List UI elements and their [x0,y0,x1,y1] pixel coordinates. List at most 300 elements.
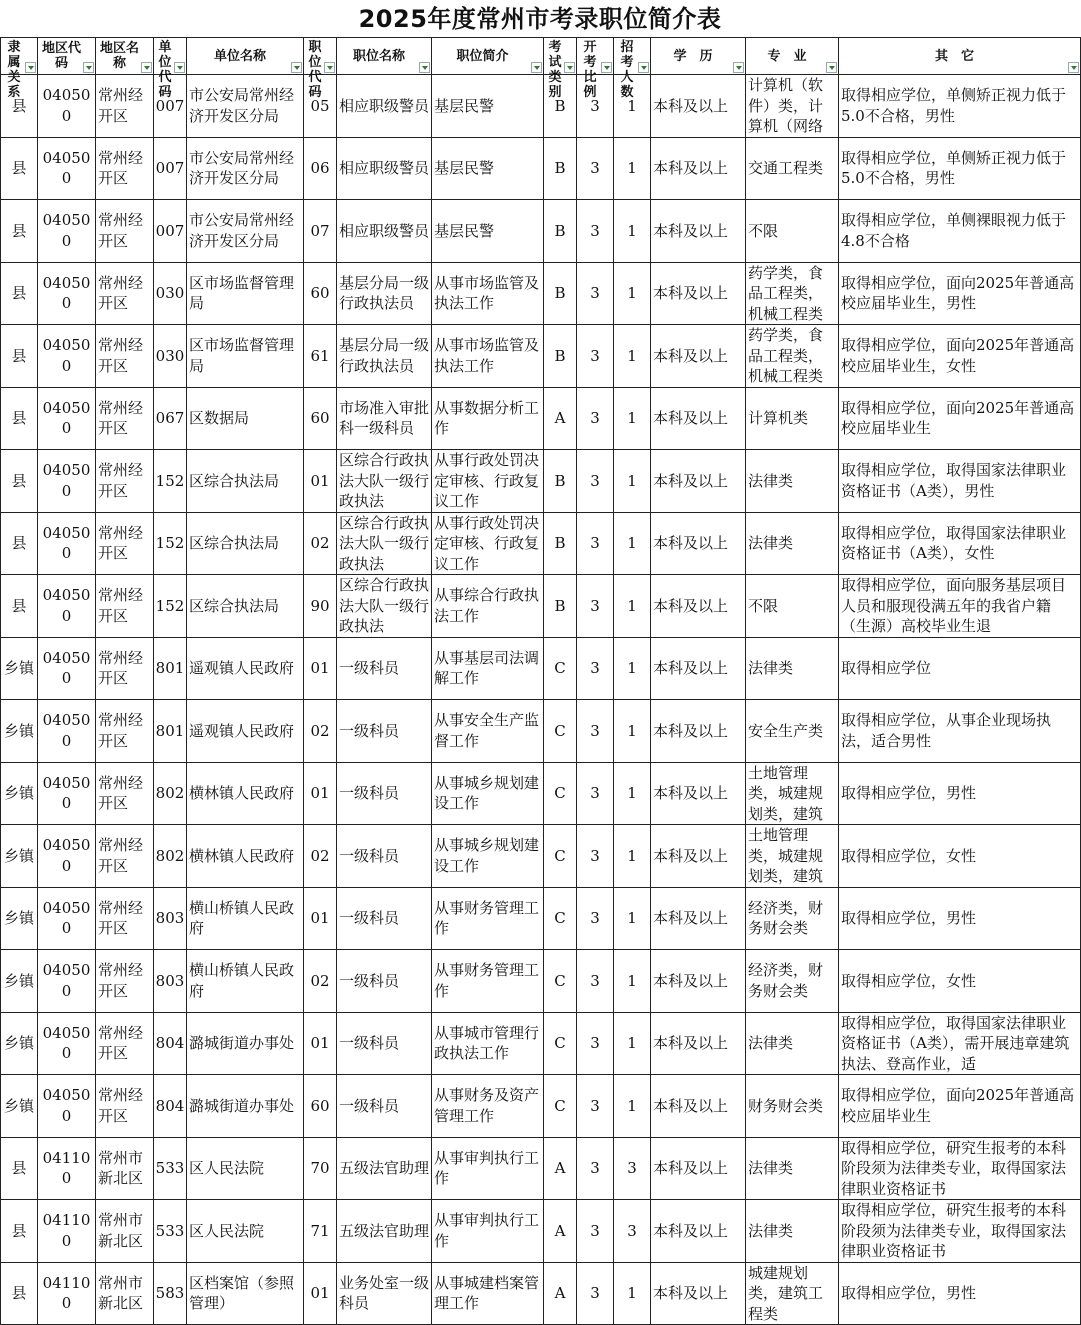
cell-text: C [554,846,566,865]
cell-hiring-count [614,575,651,638]
cell-text: 法律类 [748,534,794,552]
cell-text: 从事城建档案管理工作 [434,1273,540,1313]
cell-unit-name [187,450,304,513]
cell-position-code [304,512,337,575]
cell-text: 取得相应学位，取得国家法律职业资格证书（A类），男性 [841,461,1067,500]
cell-position-intro [432,1075,544,1138]
cell-unit-code [154,825,187,888]
cell-position-intro [432,200,544,263]
cell-text: 152 [155,534,185,552]
cell-position-code [304,387,337,450]
cell-text: 取得相应学位，女性 [841,971,977,990]
cell-text: 常州经开区 [98,461,144,500]
cell-exam-ratio [577,512,614,575]
cell-text: 取得相应学位，单侧矫正视力低于5.0不合格，男性 [841,148,1067,188]
cell-text: 533 [155,1159,185,1177]
cell-text: 法律类 [748,1221,794,1240]
cell-position-intro [432,1012,544,1075]
cell-affiliation [1,887,38,950]
cell-unit-name [187,1012,304,1075]
cell-text: 常州经开区 [98,273,144,313]
cell-text: 横林镇人民政府 [189,846,295,865]
cell-text: 040500 [42,336,91,375]
cell-major [746,762,839,825]
cell-text: 从事市场监管及执法工作 [434,273,540,313]
cell-unit-code [154,637,187,700]
cell-region-name [96,1075,154,1138]
column-header-unit-code [154,38,187,100]
cell-text: 1 [627,659,637,677]
cell-text: 从事城乡规划建设工作 [434,773,540,813]
cell-text: 从事基层司法调解工作 [434,648,540,688]
cell-position-name [337,512,432,575]
column-header-major [746,38,839,75]
cell-text: 遥观镇人民政府 [189,659,295,677]
column-header-label: 单位名称 [213,48,266,64]
cell-text: 一级科员 [339,1034,400,1052]
cell-hiring-count [614,512,651,575]
cell-unit-name [187,700,304,763]
cell-text: 一级科员 [339,971,400,990]
cell-unit-name [187,387,304,450]
cell-text: 040500 [42,1023,91,1063]
cell-text: B [554,534,566,552]
cell-text: 取得相应学位，取得国家法律职业资格证书（A类），女性 [841,523,1067,563]
cell-text: 3 [590,971,600,990]
cell-unit-name [187,950,304,1013]
cell-hiring-count [614,887,651,950]
cell-text: 1 [627,971,637,990]
cell-text: 07 [310,221,330,240]
cell-text: 取得相应学位 [841,659,932,677]
column-header-exam-category [544,38,577,100]
cell-text: 040500 [42,711,91,750]
table-row [1,1200,1081,1263]
cell-position-name [337,1200,432,1263]
filter-dropdown-icon[interactable] [83,62,94,73]
cell-exam-category [544,1200,577,1263]
cell-unit-name [187,762,304,825]
cell-exam-ratio [577,762,614,825]
cell-text: 本科及以上 [653,534,729,552]
filter-dropdown-icon[interactable] [1068,62,1079,73]
filter-dropdown-icon[interactable] [733,62,744,73]
cell-text: 常州市新北区 [98,1148,144,1188]
cell-region-name [96,887,154,950]
cell-exam-ratio [577,637,614,700]
cell-text: 市公安局常州经济开发区分局 [189,148,295,188]
cell-hiring-count [614,700,651,763]
filter-dropdown-icon[interactable] [564,62,575,73]
cell-text: 乡镇 [3,846,34,865]
cell-text: 基层分局一级行政执法员 [339,273,430,313]
cell-text: 040500 [42,398,91,438]
cell-text: 县 [11,596,27,615]
cell-position-intro [432,950,544,1013]
cell-region-code [38,200,96,263]
cell-education [651,950,746,1013]
table-row [1,1262,1081,1325]
cell-other [839,200,1081,263]
column-header-unit-name [187,38,304,75]
cell-text: 从事行政处罚决定审核、行政复议工作 [434,451,540,511]
cell-text: 遥观镇人民政府 [189,721,295,740]
cell-position-code [304,825,337,888]
cell-text: B [554,596,566,615]
cell-unit-code [154,700,187,763]
cell-unit-name [187,325,304,388]
cell-text: 040500 [42,586,91,625]
cell-text: 交通工程类 [748,159,824,177]
cell-position-name [337,75,432,138]
cell-text: 五级法官助理 [339,1159,430,1177]
cell-region-name [96,137,154,200]
cell-position-intro [432,1200,544,1263]
cell-major [746,1075,839,1138]
cell-region-name [96,450,154,513]
cell-text: 90 [310,596,330,615]
cell-position-name [337,450,432,513]
cell-text: 取得相应学位，研究生报考的本科阶段须为法律类专业，取得国家法律职业资格证书 [841,1138,1067,1198]
cell-text: 财务财会类 [748,1096,824,1115]
cell-text: 02 [310,971,330,990]
cell-affiliation [1,762,38,825]
cell-text: B [554,471,566,490]
cell-text: 1 [627,721,637,740]
cell-text: 3 [590,1034,600,1052]
cell-region-code [38,1137,96,1200]
cell-position-code [304,950,337,1013]
cell-text: 60 [310,284,330,302]
cell-position-code [304,325,337,388]
cell-text: 市公安局常州经济开发区分局 [189,86,295,125]
cell-text: 040500 [42,148,91,188]
cell-text: 3 [590,1096,600,1115]
cell-text: 乡镇 [3,721,34,740]
cell-region-name [96,637,154,700]
cell-text: 801 [155,721,185,740]
cell-unit-code [154,262,187,325]
cell-region-name [96,1012,154,1075]
cell-major [746,450,839,513]
cell-text: 本科及以上 [653,596,729,615]
cell-text: B [554,284,566,302]
cell-text: 相应职级警员 [339,96,430,115]
cell-text: B [554,221,566,240]
cell-text: 067 [155,409,185,427]
cell-position-intro [432,637,544,700]
cell-text: 3 [590,409,600,427]
cell-hiring-count [614,262,651,325]
cell-position-intro [432,825,544,888]
cell-exam-category [544,200,577,263]
cell-text: 取得相应学位，面向2025年普通高校应届毕业生，男性 [841,273,1075,313]
cell-hiring-count [614,1012,651,1075]
column-header-exam-ratio [577,38,614,100]
filter-dropdown-icon[interactable] [291,62,302,73]
cell-text: 040500 [42,836,91,875]
cell-affiliation [1,700,38,763]
cell-text: 城建规划类，建筑工程类 [748,1263,824,1323]
cell-exam-category [544,387,577,450]
column-header-position-name [337,38,432,75]
cell-affiliation [1,200,38,263]
cell-text: 横山桥镇人民政府 [189,961,295,1000]
cell-unit-code [154,450,187,513]
cell-text: 本科及以上 [653,784,729,802]
cell-text: 本科及以上 [653,159,729,177]
cell-text: 土地管理类，城建规划类，建筑 [748,826,824,886]
cell-text: 取得相应学位，研究生报考的本科阶段须为法律类专业，取得国家法律职业资格证书 [841,1201,1067,1261]
cell-region-code [38,1012,96,1075]
cell-text: 71 [310,1221,330,1240]
cell-affiliation [1,450,38,513]
cell-text: B [554,159,566,177]
cell-text: 从事审判执行工作 [434,1211,540,1250]
cell-text: 土地管理类，城建规划类，建筑 [748,763,824,823]
cell-text: 常州经开区 [98,586,144,625]
cell-text: 030 [155,346,185,365]
cell-text: 县 [11,159,27,177]
cell-text: 583 [155,1284,185,1302]
cell-text: 市公安局常州经济开发区分局 [189,211,295,250]
cell-text: 801 [155,659,185,677]
cell-text: 1 [627,909,637,927]
cell-hiring-count [614,1262,651,1325]
filter-dropdown-icon[interactable] [638,62,649,73]
cell-exam-ratio [577,137,614,200]
cell-text: 从事城乡规划建设工作 [434,836,540,875]
cell-text: 1 [627,1096,637,1115]
cell-text: 区综合执法局 [189,471,280,490]
cell-text: 取得相应学位，单侧裸眼视力低于4.8不合格 [841,211,1067,250]
cell-text: 取得相应学位，面向2025年普通高校应届毕业生 [841,398,1075,438]
cell-position-code [304,700,337,763]
cell-unit-code [154,1262,187,1325]
positions-table [0,37,1081,1325]
cell-position-name [337,637,432,700]
cell-text: 3 [590,846,600,865]
cell-education [651,762,746,825]
column-header-region-code [38,38,96,75]
cell-position-name [337,887,432,950]
table-row [1,262,1081,325]
cell-text: 乡镇 [3,784,34,802]
cell-text: 取得相应学位，面向2025年普通高校应届毕业生，女性 [841,336,1075,375]
cell-unit-name [187,137,304,200]
cell-text: 从事市场监管及执法工作 [434,336,540,375]
cell-text: 县 [11,534,27,552]
cell-text: 3 [590,284,600,302]
column-header-label: 单位代码 [158,40,172,100]
cell-text: 本科及以上 [653,284,729,302]
cell-region-code [38,325,96,388]
cell-other [839,325,1081,388]
cell-text: 一级科员 [339,846,400,865]
cell-text: 取得相应学位，男性 [841,909,977,927]
column-header-label: 考试类别 [548,40,562,100]
table-row [1,637,1081,700]
cell-text: 70 [310,1159,330,1177]
filter-dropdown-icon[interactable] [25,62,36,73]
cell-text: 取得相应学位，面向2025年普通高校应届毕业生 [841,1086,1075,1125]
cell-region-code [38,887,96,950]
cell-text: 802 [155,846,185,865]
filter-dropdown-icon[interactable] [174,62,185,73]
cell-unit-name [187,887,304,950]
table-row [1,950,1081,1013]
cell-text: 县 [11,1221,27,1240]
cell-exam-category [544,325,577,388]
cell-region-code [38,762,96,825]
cell-text: 一级科员 [339,1096,400,1115]
cell-text: 取得相应学位，女性 [841,846,977,865]
cell-exam-category [544,1137,577,1200]
cell-education [651,512,746,575]
cell-other [839,825,1081,888]
filter-dropdown-icon[interactable] [324,62,335,73]
cell-text: 区档案馆（参照管理） [189,1273,295,1313]
cell-text: 区综合执法局 [189,596,280,615]
cell-position-code [304,762,337,825]
cell-unit-name [187,825,304,888]
cell-text: 相应职级警员 [339,159,430,177]
cell-text: 基层民警 [434,159,495,177]
column-header-label: 职位名称 [352,48,405,64]
cell-education [651,1137,746,1200]
cell-education [651,1262,746,1325]
cell-affiliation [1,387,38,450]
cell-unit-name [187,1200,304,1263]
cell-education [651,637,746,700]
cell-text: 533 [155,1221,185,1240]
cell-region-code [38,75,96,138]
cell-hiring-count [614,137,651,200]
cell-other [839,950,1081,1013]
cell-text: 1 [627,534,637,552]
cell-region-code [38,825,96,888]
cell-text: 横林镇人民政府 [189,784,295,802]
cell-exam-ratio [577,1137,614,1200]
cell-text: 1 [627,96,637,115]
cell-exam-category [544,137,577,200]
cell-hiring-count [614,1137,651,1200]
cell-text: 本科及以上 [653,96,729,115]
cell-text: 横山桥镇人民政府 [189,898,295,938]
table-row [1,1075,1081,1138]
cell-position-intro [432,387,544,450]
cell-text: 常州经开区 [98,86,144,125]
table-row [1,137,1081,200]
table-row [1,825,1081,888]
cell-major [746,262,839,325]
cell-text: 计算机（软件）类，计算机（网络 [748,76,824,136]
cell-education [651,700,746,763]
cell-unit-name [187,1137,304,1200]
cell-text: 相应职级警员 [339,221,430,240]
filter-dropdown-icon[interactable] [419,62,430,73]
cell-education [651,137,746,200]
cell-text: 区人民法院 [189,1159,265,1177]
cell-other [839,575,1081,638]
cell-exam-category [544,950,577,1013]
cell-text: 本科及以上 [653,1221,729,1240]
cell-unit-code [154,512,187,575]
cell-text: 041100 [42,1148,91,1188]
cell-region-code [38,450,96,513]
filter-dropdown-icon[interactable] [141,62,152,73]
cell-text: 1 [627,284,637,302]
column-header-affiliation [1,38,38,100]
cell-exam-category [544,825,577,888]
cell-text: C [554,1034,566,1052]
table-row [1,512,1081,575]
cell-text: 不限 [748,221,779,240]
cell-text: 从事财务管理工作 [434,961,540,1000]
cell-affiliation [1,512,38,575]
cell-text: 常州经开区 [98,836,144,875]
cell-unit-code [154,1137,187,1200]
cell-text: 县 [11,346,27,365]
cell-exam-category [544,637,577,700]
cell-region-name [96,387,154,450]
filter-dropdown-icon[interactable] [601,62,612,73]
cell-region-name [96,950,154,1013]
cell-unit-name [187,575,304,638]
column-header-label: 地区代码 [41,41,81,71]
cell-other [839,1137,1081,1200]
cell-text: 040500 [42,86,91,125]
cell-text: 3 [590,784,600,802]
table-row [1,1137,1081,1200]
cell-text: 1 [627,346,637,365]
cell-unit-code [154,325,187,388]
cell-region-code [38,1262,96,1325]
filter-dropdown-icon[interactable] [826,62,837,73]
cell-major [746,200,839,263]
cell-text: 县 [11,221,27,240]
column-header-label: 职位简介 [456,48,509,64]
column-header-label: 招考人数 [620,40,634,100]
cell-text: 152 [155,596,185,615]
column-header-label: 地区名称 [99,41,139,71]
cell-text: 007 [155,96,185,115]
cell-unit-name [187,1075,304,1138]
cell-hiring-count [614,387,651,450]
cell-unit-code [154,762,187,825]
cell-position-name [337,762,432,825]
column-header-position-code [304,38,337,100]
cell-position-intro [432,700,544,763]
cell-region-code [38,262,96,325]
cell-region-code [38,137,96,200]
cell-text: A [554,1159,566,1177]
cell-text: 60 [310,409,330,427]
cell-other [839,1262,1081,1325]
filter-dropdown-icon[interactable] [531,62,542,73]
cell-text: 06 [310,159,330,177]
cell-text: 本科及以上 [653,909,729,927]
cell-region-code [38,950,96,1013]
cell-text: 市场准入审批科一级科员 [339,398,430,438]
cell-text: 从事财务及资产管理工作 [434,1086,540,1125]
cell-unit-name [187,200,304,263]
cell-position-intro [432,75,544,138]
cell-exam-ratio [577,200,614,263]
cell-exam-ratio [577,950,614,1013]
cell-text: 一级科员 [339,784,400,802]
cell-text: 县 [11,96,27,115]
